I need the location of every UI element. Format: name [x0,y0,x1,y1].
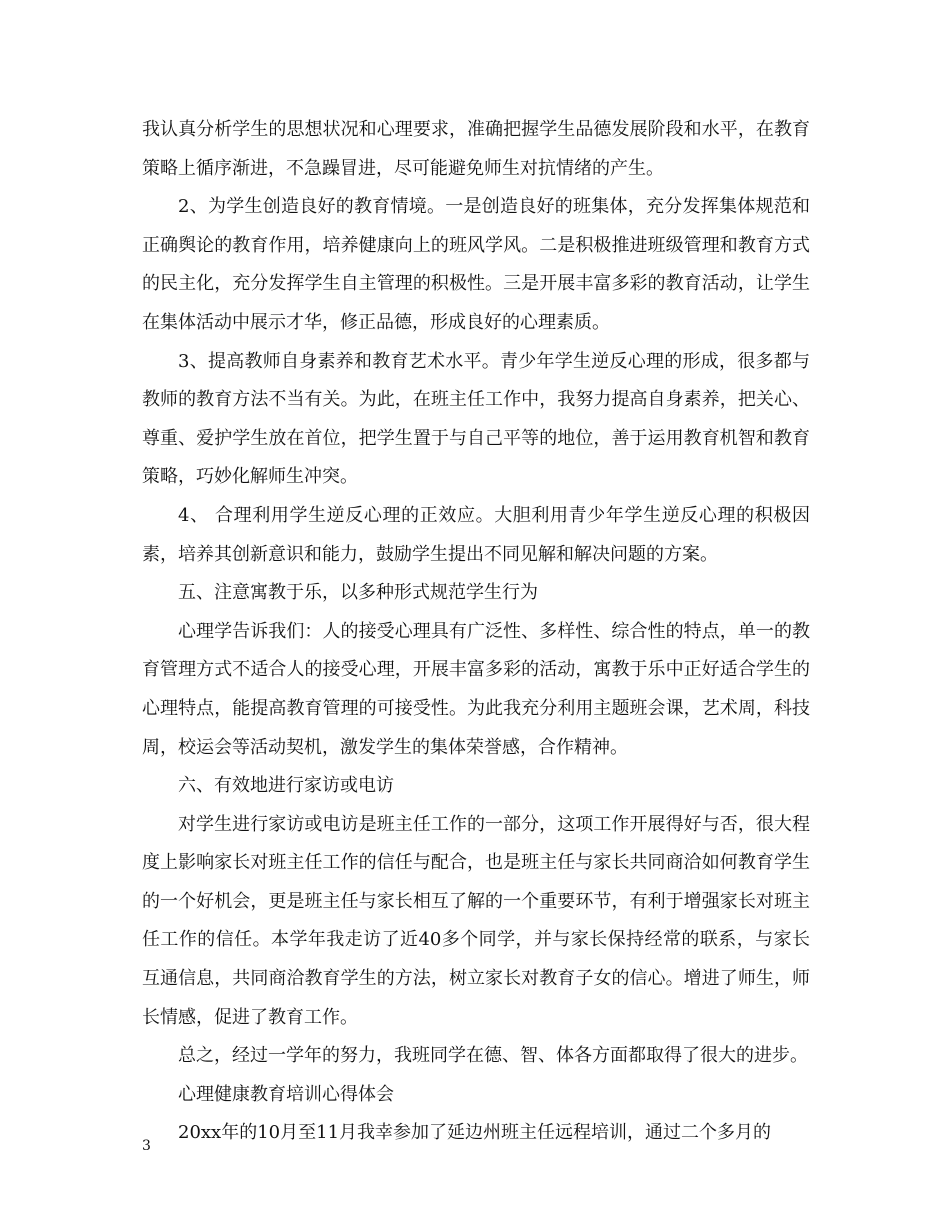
page-number: 3 [142,1138,151,1154]
paragraph-new-article-intro: 20xx年的10月至11月我幸参加了延边州班主任远程培训，通过二个多月的 [178,1122,772,1144]
paragraph-section-5: 心理学告诉我们：人的接受心理具有广泛性、多样性、综合性的特点，单一的教育管理方式不适合人的接受心理，开展丰富多彩的活动，寓教于乐中正好适合学生的心理特点，能提高教育管理的可接受性。为此我充分利用主题班会课，艺术周，科技周，校运会等活动契机，激发学生的集体荣誉感，合作精神。 [142,620,810,758]
paragraph-point-4: 4、 合理利用学生逆反心理的正效应。大胆利用青少年学生逆反心理的积极因素，培养其创新意识和能力，鼓励学生提出不同见解和解决问题的方案。 [142,504,810,565]
paragraph-continuation: 我认真分析学生的思想状况和心理要求，准确把握学生品德发展阶段和水平，在教育策略上循序渐进，不急躁冒进，尽可能避免师生对抗情绪的产生。 [142,119,810,179]
section-heading-6: 六、有效地进行家访或电访 [178,775,394,797]
document-body [142,111,810,1153]
paragraph-section-6: 对学生进行家访或电访是班主任工作的一部分，这项工作开展得好与否，很大程度上影响家长对班主任工作的信任与配合，也是班主任与家长共同商洽如何教育学生的一个好机会，更是班主任与家长相互了解的一个重要环节，有利于增强家长对班主任工作的信任。本学年我走访了近40多个同学，并与家长保持经常的联系，与家长互通信息，共同商洽教育学生的方法，树立家长对教育子女的信心。增进了师生，师长情感，促进了教育工作。 [142,813,810,1028]
paragraph-point-2: 2、为学生创造良好的教育情境。一是创造良好的班集体，充分发挥集体规范和正确舆论的教育作用，培养健康向上的班风学风。二是积极推进班级管理和教育方式的民主化，充分发挥学生自主管理的积极性。三是开展丰富多彩的教育活动，让学生在集体活动中展示才华，修正品德，形成良好的心理素质。 [142,196,810,333]
section-heading-5: 五、注意寓教于乐，以多种形式规范学生行为 [178,582,538,604]
paragraph-point-3: 3、提高教师自身素养和教育艺术水平。青少年学生逆反心理的形成，很多都与教师的教育方法不当有关。为此，在班主任工作中，我努力提高自身素养，把关心、尊重、爱护学生放在首位，把学生置于与自己平等的地位，善于运用教育机智和教育策略，巧妙化解师生冲突。 [142,350,810,488]
paragraph-conclusion: 总之，经过一学年的努力，我班同学在德、智、体各方面都取得了很大的进步。 [178,1045,808,1067]
new-article-title: 心理健康教育培训心得体会 [178,1083,394,1105]
